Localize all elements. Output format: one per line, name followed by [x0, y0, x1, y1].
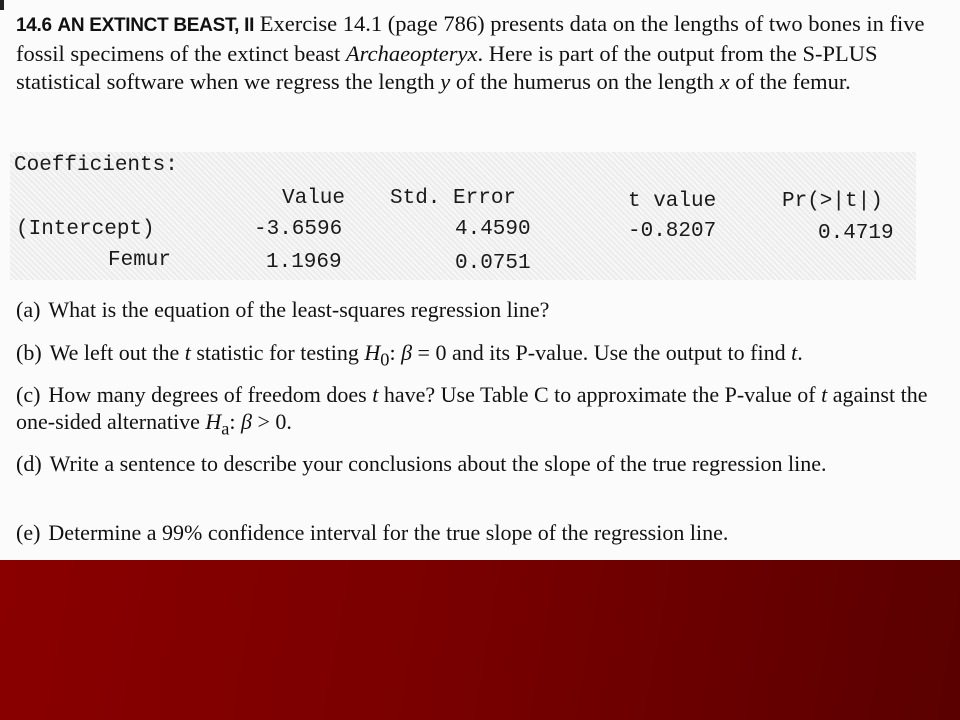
row-label-intercept: (Intercept)	[16, 218, 155, 241]
symbol-t: t	[821, 382, 828, 407]
question-e	[16, 519, 936, 546]
symbol-beta: β	[401, 340, 413, 365]
question-c-text-4: :	[229, 409, 242, 434]
intro-text-1: Exercise 14.1 (page 786) presents data on the lengths of two bones in five fossil specimens of the extinct beast	[16, 11, 925, 66]
column-header-value: Value	[282, 187, 346, 210]
question-c	[16, 381, 936, 442]
null-subscript: 0	[380, 349, 390, 370]
intercept-t-value: -0.8207	[628, 220, 717, 243]
slide-footer-band	[0, 560, 960, 720]
intercept-value: -3.6596	[254, 218, 343, 241]
scan-corner-mark	[0, 0, 4, 10]
question-c-text-3: against the one-sided alternative	[16, 382, 928, 434]
question-a-text: What is the equation of the least-squares regression line?	[48, 297, 550, 322]
column-header-std-error: Std. Error	[390, 187, 517, 210]
question-b	[16, 339, 936, 373]
question-e-label: (e)	[16, 520, 41, 545]
femur-std-error: 0.0751	[455, 252, 531, 275]
column-header-t-value: t value	[628, 190, 717, 213]
row-label-femur: Femur	[108, 249, 172, 272]
symbol-beta: β	[241, 409, 252, 434]
variable-x: x	[719, 69, 730, 94]
question-b-text-5: .	[797, 340, 803, 365]
question-c-text-5: > 0.	[252, 409, 292, 434]
question-d-label: (d)	[16, 451, 42, 476]
question-b-text-2: statistic for testing	[190, 340, 365, 365]
question-a	[16, 296, 936, 323]
question-a-label: (a)	[16, 297, 41, 322]
question-d-text: Write a sentence to describe your conclusions about the slope of the true regression line.	[49, 451, 827, 476]
column-header-p-value: Pr(>|t|)	[782, 190, 883, 213]
exercise-intro	[16, 10, 936, 96]
symbol-h: H	[364, 340, 381, 365]
exercise-heading: AN EXTINCT BEAST, II	[57, 15, 255, 36]
question-b-text-1: We left out the	[49, 340, 185, 365]
exercise-number: 14.6	[16, 15, 52, 36]
symbol-t: t	[791, 340, 798, 365]
question-b-label: (b)	[16, 340, 42, 365]
question-e-text: Determine a 99% confidence interval for the true slope of the regression line.	[48, 520, 729, 545]
symbol-t: t	[372, 382, 379, 407]
intro-text-4: of the femur.	[729, 69, 851, 94]
organism-name: Archaeopteryx	[345, 41, 478, 66]
intro-text-2: . Here is part of the output from the S-PLUS statistical software when we regress the length	[16, 41, 878, 94]
symbol-h: H	[205, 409, 222, 434]
software-output	[10, 152, 916, 280]
symbol-t: t	[184, 340, 191, 365]
question-b-text-3: :	[389, 340, 402, 365]
variable-y: y	[440, 69, 451, 94]
intro-text-3: of the humerus on the length	[450, 69, 720, 94]
question-c-label: (c)	[16, 382, 41, 407]
intercept-std-error: 4.4590	[455, 218, 531, 241]
question-d	[16, 450, 936, 477]
question-c-text-1: How many degrees of freedom does	[48, 382, 373, 407]
question-c-text-2: have? Use Table C to approximate the P-value of	[378, 382, 822, 407]
intercept-p-value: 0.4719	[818, 222, 894, 245]
femur-value: 1.1969	[266, 251, 342, 274]
output-title: Coefficients:	[14, 154, 178, 177]
question-b-text-4: = 0 and its P-value. Use the output to find	[412, 340, 792, 365]
alt-subscript: a	[221, 418, 230, 439]
